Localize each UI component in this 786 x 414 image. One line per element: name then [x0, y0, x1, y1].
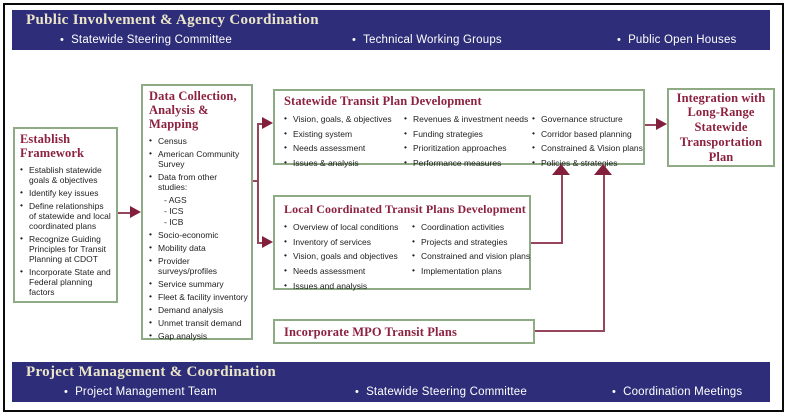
- bullet-item: • Establish statewide goals & objectives: [20, 165, 112, 185]
- bottom-banner-item-management-team: • Project Management Team: [64, 386, 217, 398]
- bullet-item: • Recognize Guiding Principles for Transit Planning at CDOT: [20, 234, 112, 264]
- bullet-item: • Identify key issues: [20, 188, 112, 198]
- box-title: Incorporate MPO Transit Plans: [284, 324, 457, 339]
- top-banner-item-steering-committee: • Statewide Steering Committee: [60, 34, 232, 46]
- local-plans-box: [273, 195, 531, 290]
- bullet-icon: •: [612, 386, 617, 398]
- bullet-item: • Governance structure: [532, 114, 642, 124]
- bullet-item: • Inventory of services: [284, 237, 412, 247]
- establish-framework-box: [13, 127, 118, 303]
- bullet-item: • Needs assessment: [284, 266, 412, 276]
- bullet-item: • Census: [149, 136, 248, 146]
- top-banner-item-open-houses: • Public Open Houses: [617, 34, 737, 46]
- box-title: Local Coordinated Transit Plans Development: [284, 202, 526, 216]
- bullet-icon: •: [352, 34, 357, 46]
- bottom-banner-item-coordination-meetings: • Coordination Meetings: [612, 386, 743, 398]
- data-collection-box: [141, 84, 253, 340]
- bullet-icon: •: [60, 34, 65, 46]
- arrow-establish-to-data-head: [130, 206, 141, 218]
- statewide-column-1: [284, 114, 404, 172]
- sub-bullet-item: - ICB: [164, 217, 184, 228]
- bullet-item: • Corridor based planning: [532, 129, 642, 139]
- mpo-box: [273, 319, 535, 344]
- arrow-mpo-to-statewide-hline: [535, 330, 605, 332]
- bullet-item: • Coordination activities: [412, 222, 528, 232]
- bullet-item: • American Community Survey: [149, 149, 248, 169]
- arrow-statewide-to-integration-head: [656, 118, 667, 130]
- bullet-item: • Funding strategies: [404, 129, 532, 139]
- bullet-item: • Constrained & Vision plans: [532, 143, 642, 153]
- bullet-item: • Vision, goals, & objectives: [284, 114, 404, 124]
- bullet-item: • Needs assessment: [284, 143, 404, 153]
- bullet-item: • Fleet & facility inventory: [149, 292, 248, 302]
- top-banner-title: Public Involvement & Agency Coordination: [26, 12, 319, 28]
- bullet-item: • Incorporate State and Federal planning factors: [20, 267, 112, 297]
- local-column-1: [284, 222, 412, 295]
- bullet-item: • Define relationships of statewide and local coordinated plans: [20, 201, 112, 231]
- bullet-icon: •: [617, 34, 622, 46]
- bullet-item: • Data from other studies:: [149, 172, 248, 192]
- bullet-icon: •: [64, 386, 69, 398]
- bullet-item: • Service summary: [149, 279, 248, 289]
- top-banner: [12, 10, 770, 50]
- bullet-item: • Projects and strategies: [412, 237, 528, 247]
- bottom-banner: [12, 362, 770, 402]
- bullet-item: • Gap analysis: [149, 331, 248, 341]
- arrow-data-split-vertical: [257, 123, 259, 244]
- bullet-item: • Prioritization approaches: [404, 143, 532, 153]
- statewide-column-3: [532, 114, 642, 172]
- arrow-data-to-statewide-head: [262, 117, 273, 129]
- bullet-item: • Constrained and vision plans: [412, 251, 528, 261]
- establish-bullet-list: [20, 165, 112, 297]
- data-collection-bullet-list: [149, 136, 248, 341]
- local-columns: [284, 222, 529, 295]
- arrow-mpo-to-statewide-head: [594, 164, 612, 175]
- bullet-item: • Revenues & investment needs: [404, 114, 532, 124]
- box-title: Data Collection, Analysis & Mapping: [149, 89, 237, 131]
- bullet-item: • Existing system: [284, 129, 404, 139]
- box-title: Integration with Long-Range Statewide Transportation Plan: [676, 90, 766, 164]
- bullet-icon: •: [355, 386, 360, 398]
- arrow-data-to-local-head: [262, 236, 273, 248]
- bullet-item: • Demand analysis: [149, 305, 248, 315]
- bullet-item: • Policies & strategies: [532, 158, 642, 168]
- bullet-item: • Socio-economic: [149, 230, 248, 240]
- local-column-2: [412, 222, 531, 295]
- arrow-mpo-to-statewide-vline: [603, 174, 605, 332]
- box-title: Establish Framework: [20, 132, 85, 160]
- sub-bullet-item: - AGS: [164, 195, 187, 206]
- sub-bullet-item: - ICS: [164, 206, 184, 217]
- bullet-item: • Unmet transit demand: [149, 318, 248, 328]
- bullet-item: • Implementation plans: [412, 266, 528, 276]
- bullet-item: • Provider surveys/profiles: [149, 256, 248, 276]
- arrow-local-to-statewide-vline: [561, 174, 563, 244]
- bottom-banner-item-steering-committee: • Statewide Steering Committee: [355, 386, 527, 398]
- arrow-local-to-statewide-hline: [531, 242, 563, 244]
- bullet-item: • Issues and analysis: [284, 281, 412, 291]
- top-banner-item-working-groups: • Technical Working Groups: [352, 34, 502, 46]
- bullet-item: • Mobility data: [149, 243, 248, 253]
- bullet-item: • Vision, goals and objectives: [284, 251, 412, 261]
- arrow-local-to-statewide-head: [552, 164, 570, 175]
- statewide-plan-box: [273, 89, 645, 168]
- box-title: Statewide Transit Plan Development: [284, 94, 482, 108]
- bottom-banner-title: Project Management & Coordination: [26, 364, 276, 380]
- statewide-columns: [284, 114, 643, 172]
- integration-box: [667, 88, 775, 167]
- bullet-item: • Issues & analysis: [284, 158, 404, 168]
- bullet-item: • Performance measures: [404, 158, 532, 168]
- statewide-column-2: [404, 114, 532, 172]
- bullet-item: • Overview of local conditions: [284, 222, 412, 232]
